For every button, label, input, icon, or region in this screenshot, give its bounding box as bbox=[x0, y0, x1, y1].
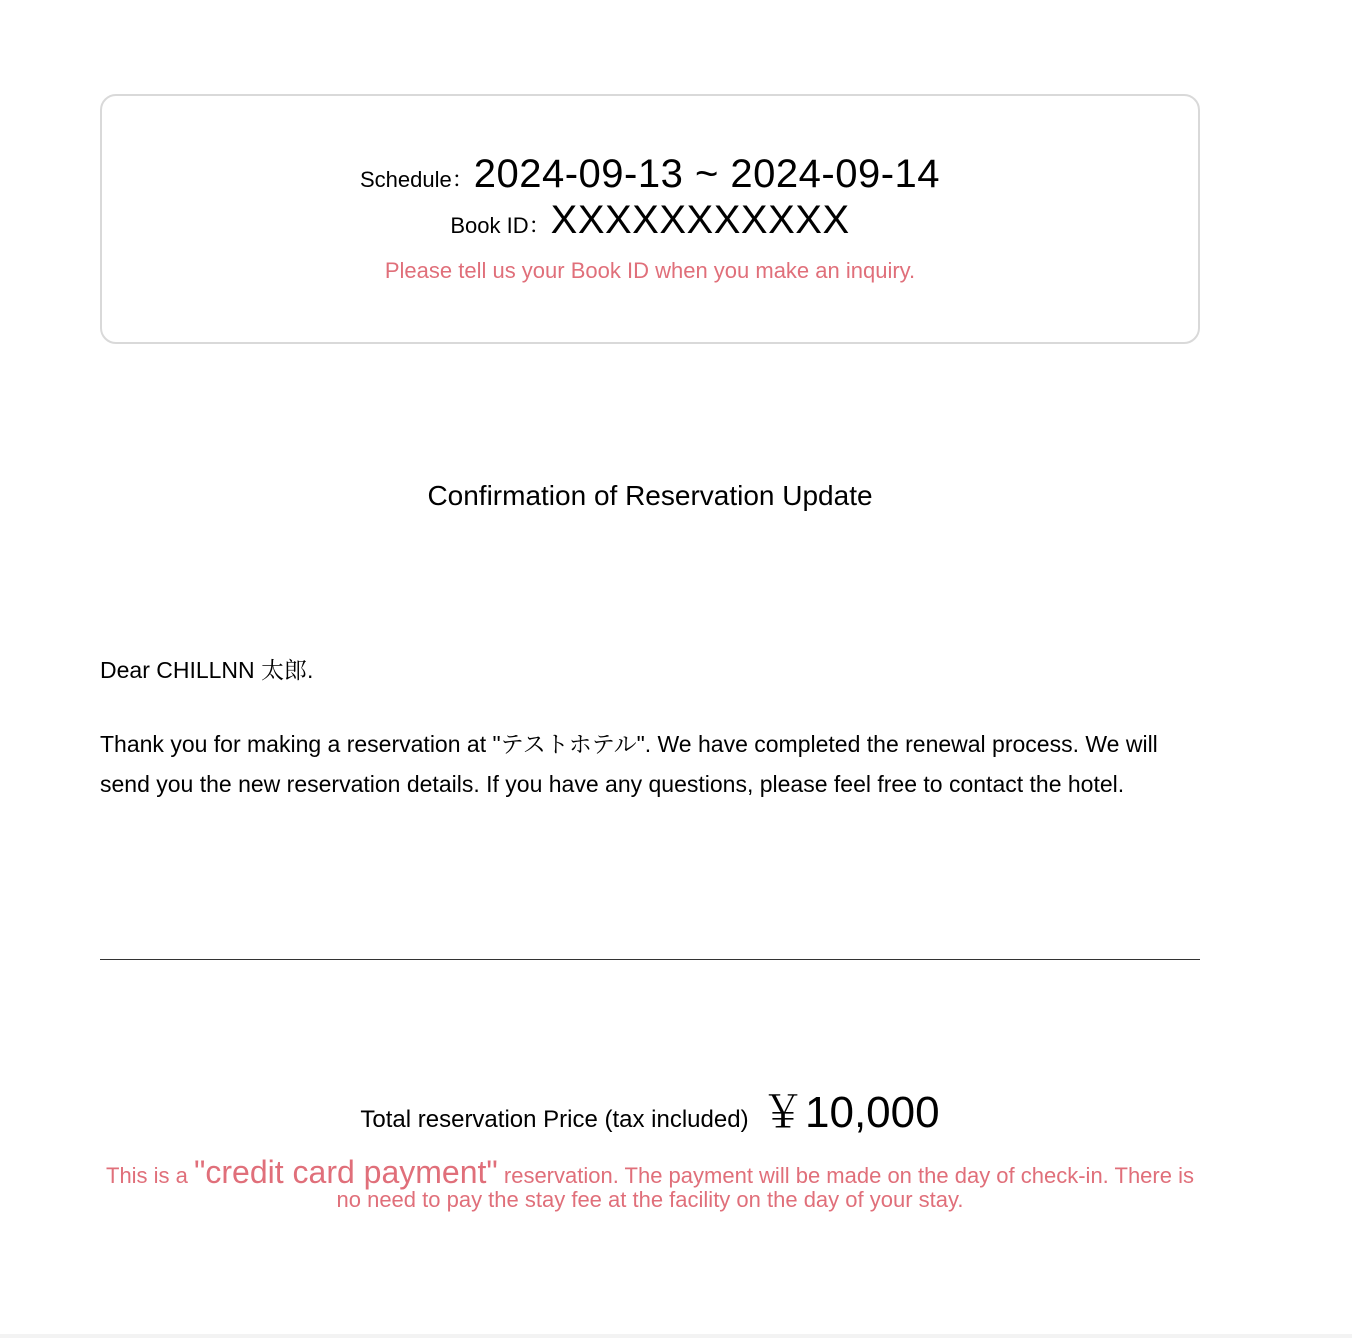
total-price-label: Total reservation Price (tax included) bbox=[360, 1106, 749, 1133]
payment-note bbox=[100, 1154, 1200, 1212]
page-title: Confirmation of Reservation Update bbox=[427, 480, 873, 511]
total-price-value: ￥10,000 bbox=[761, 1088, 940, 1137]
schedule-row bbox=[102, 152, 1198, 197]
schedule-label: Schedule： bbox=[359, 167, 474, 192]
payment-note-prefix: This is a bbox=[106, 1163, 195, 1188]
payment-method-highlight: "credit card payment" bbox=[194, 1154, 498, 1190]
inquiry-note: Please tell us your Book ID when you make an inquiry. bbox=[384, 258, 916, 283]
greeting: Dear CHILLNN 太郎. bbox=[100, 657, 314, 683]
schedule-value: 2024-09-13 ~ 2024-09-14 bbox=[473, 152, 941, 196]
payment-note-suffix: reservation. The payment will be made on the day of check-in. There is no need to pay the stay fee at the facility on the day of your stay. bbox=[336, 1163, 1194, 1212]
page-bottom-edge bbox=[0, 1334, 1352, 1338]
bookid-row bbox=[102, 198, 1198, 243]
bookid-value: XXXXXXXXXXX bbox=[550, 198, 850, 242]
divider bbox=[100, 959, 1200, 960]
bookid-label: Book ID： bbox=[450, 213, 551, 238]
message-body: Thank you for making a reservation at "テストホテル". We have completed the renewal process. We will send you the new reservation details. If you have any questions, please feel free to contact the hotel. bbox=[100, 731, 1158, 797]
total-price-row bbox=[100, 1076, 1200, 1140]
reservation-summary-card bbox=[100, 94, 1200, 344]
